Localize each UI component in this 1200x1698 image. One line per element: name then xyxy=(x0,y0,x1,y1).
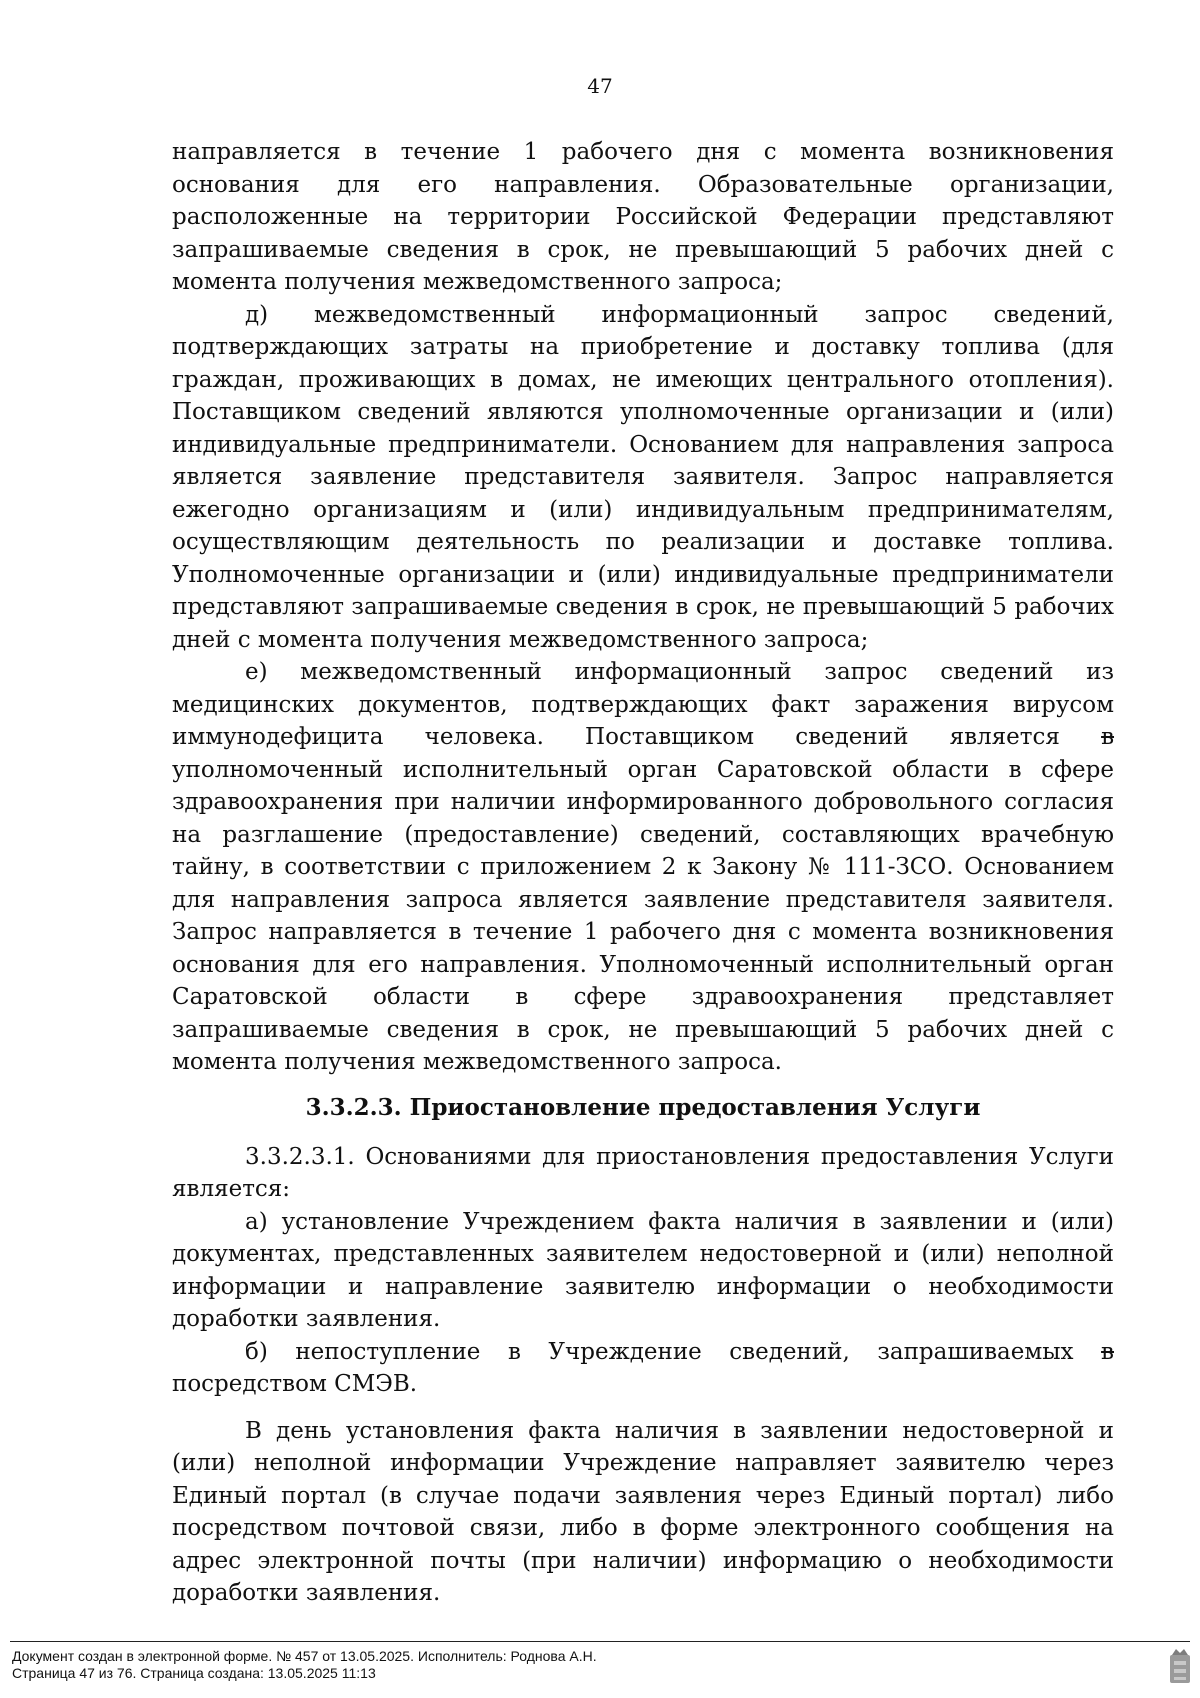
paragraph-item-a: а) установление Учреждением факта наличия в заявлении и (или) документах, представленных заявителем недостоверной и (или) неполной информации и направление заявителю информации о необходимости доработки заявления. xyxy=(172,1208,1114,1332)
paragraph-item-e-text-2: уполномоченный исполнительный орган Саратовской области в сфере здравоохранения при наличии информированного добровольного согласия на разглашение (предоставление) сведений, составляющих врачебную тайну, в соответствии с приложением 2 к Закону № 111-ЗСО. Основанием для направления запроса является заявление представителя заявителя. Запрос направляется в течение 1 рабочего дня с момента возникновения основания для его направления. Уполномоченный исполнительный орган Саратовской области в сфере здравоохранения представляет запрашиваемые сведения в срок, не превышающий 5 рабочих дней с момента получения межведомственного запроса. xyxy=(172,756,1114,1075)
paragraph-item-e xyxy=(172,656,1114,1079)
paragraph-final: В день установления факта наличия в заявлении недостоверной и (или) неполной информации Учреждение направляет заявителю через Единый портал (в случае подачи заявления через Единый портал) либо посредством почтовой связи, либо в форме электронного сообщения на адрес электронной почты (при наличии) информацию о необходимости доработки заявления. xyxy=(172,1417,1114,1606)
footer-divider xyxy=(10,1641,1190,1642)
document-body xyxy=(172,136,1114,1610)
coat-of-arms-icon xyxy=(1168,1646,1192,1686)
page-number: 47 xyxy=(587,74,613,98)
struck-word: в xyxy=(1101,1338,1114,1365)
paragraph-item-b-text-2: посредством СМЭВ. xyxy=(172,1371,418,1397)
footer-line-2: Страница 47 из 76. Страница создана: 13.05.2025 11:13 xyxy=(12,1665,376,1681)
paragraph-3-3-2-3-1: 3.3.2.3.1. Основаниями для приостановления предоставления Услуги является: xyxy=(172,1143,1114,1202)
paragraph-item-b xyxy=(172,1336,1114,1401)
coat-of-arms-icon-graphic xyxy=(1168,1646,1192,1686)
paragraph-item-b-text-1: б) непоступление в Учреждение сведений, запрашиваемых xyxy=(245,1338,1074,1365)
section-heading: 3.3.2.3. Приостановление предоставления Услуги xyxy=(305,1093,981,1121)
paragraph-item-d: д) межведомственный информационный запрос сведений, подтверждающих затраты на приобретение и доставку топлива (для граждан, проживающих в домах, не имеющих центрального отопления). Поставщиком сведений являются уполномоченные организации и (или) индивидуальные предприниматели. Основанием для направления запроса является заявление представителя заявителя. Запрос направляется ежегодно организациям и (или) индивидуальным предпринимателям, осуществляющим деятельность по реализации и доставке топлива. Уполномоченные организации и (или) индивидуальные предприниматели представляют запрашиваемые сведения в срок, не превышающий 5 рабочих дней с момента получения межведомственного запроса; xyxy=(172,301,1114,653)
struck-word: в xyxy=(1101,724,1115,750)
document-footer xyxy=(12,1648,597,1682)
paragraph-gap xyxy=(172,1401,1114,1415)
footer-line-1: Документ создан в электронной форме. № 457 от 13.05.2025. Исполнитель: Роднова А.Н. xyxy=(12,1648,597,1664)
paragraph-item-e-text-1: е) межведомственный информационный запрос сведений из медицинских документов, подтверждающих факт заражения вирусом иммунодефицита человека. Поставщиком сведений является xyxy=(172,659,1114,750)
paragraph-p1: направляется в течение 1 рабочего дня с момента возникновения основания для его направления. Образовательные организации, расположенные на территории Российской Федерации представляют запрашиваемые сведения в срок, не превышающий 5 рабочих дней с момента получения межведомственного запроса; xyxy=(172,139,1114,295)
